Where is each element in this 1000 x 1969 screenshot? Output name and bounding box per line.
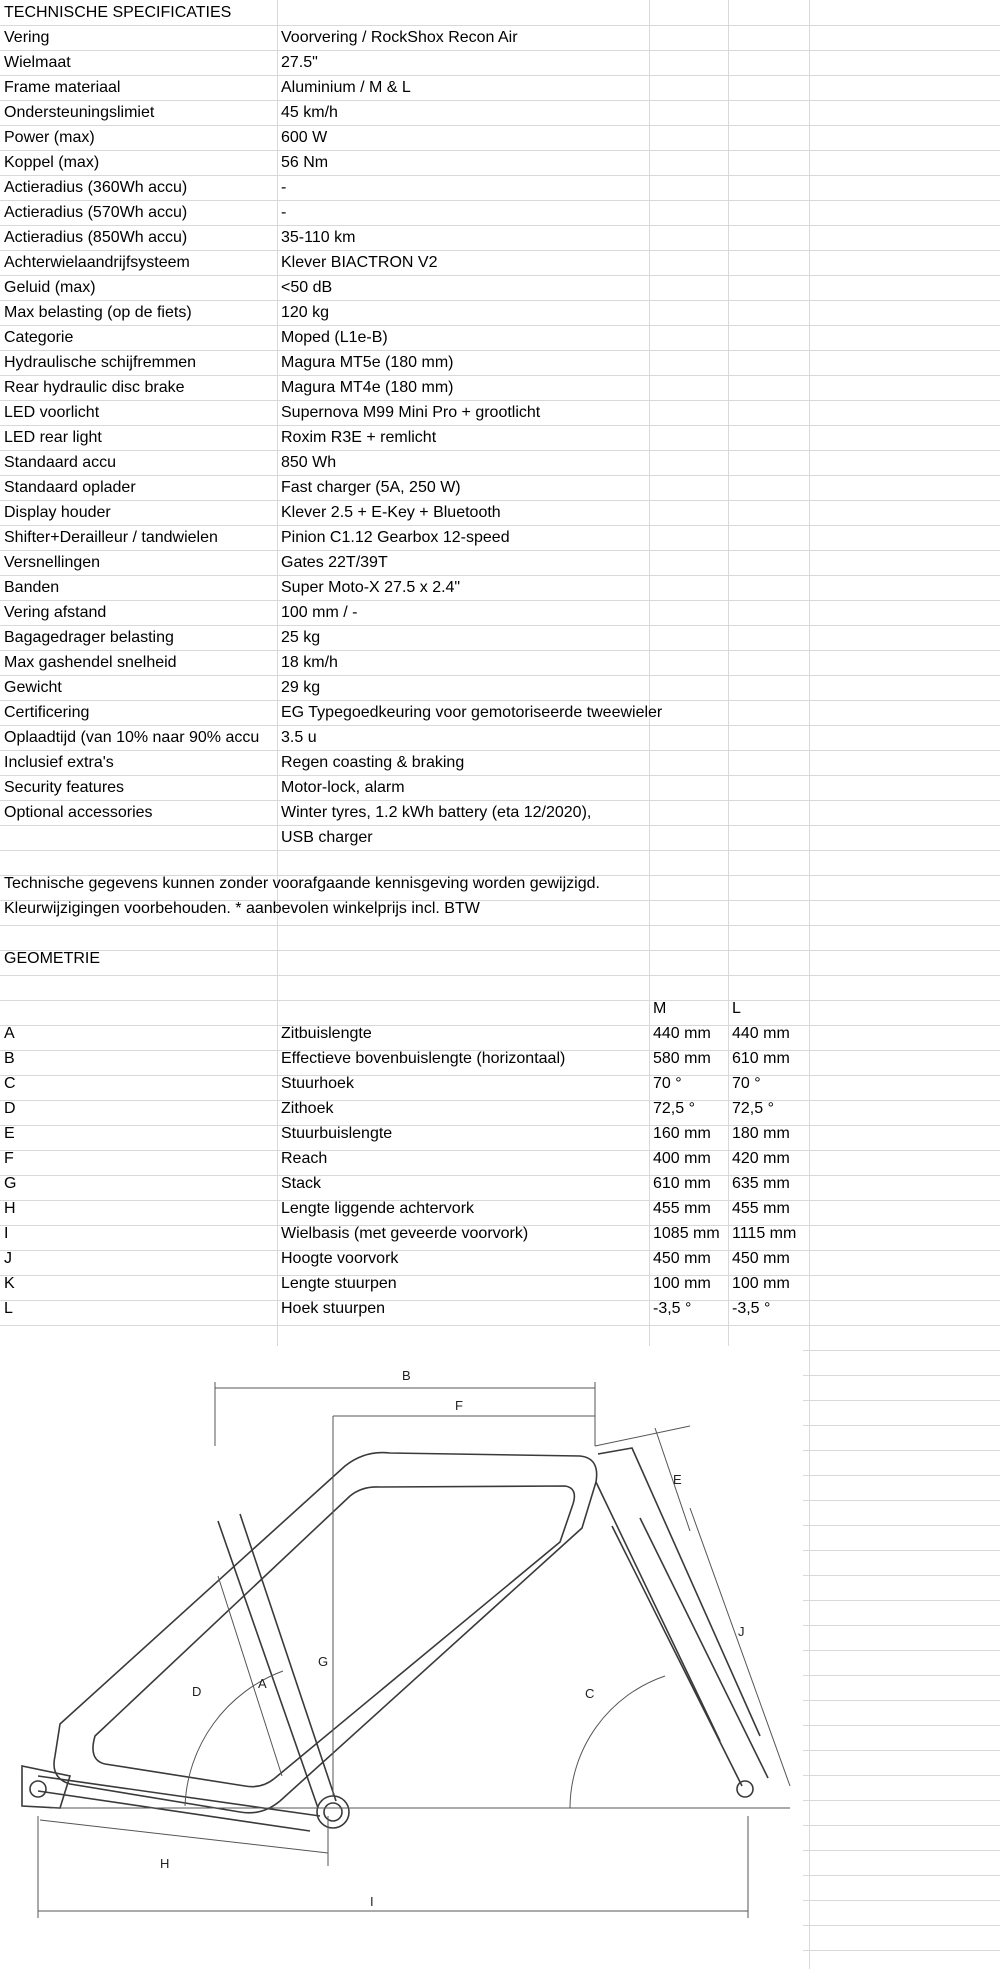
spec-row (0, 150, 1000, 175)
fork-leg-2 (640, 1518, 768, 1778)
geometry-size-m[interactable]: 1085 mm (653, 1225, 720, 1242)
spec-value[interactable]: EG Typegoedkeuring voor gemotoriseerde tweewieler (281, 704, 663, 721)
spec-label[interactable]: Optional accessories (4, 804, 153, 821)
specs-header[interactable]: TECHNISCHE SPECIFICATIES (4, 4, 232, 21)
seat-tube (218, 1521, 318, 1808)
spec-value[interactable]: 56 Nm (281, 154, 329, 171)
spec-value[interactable]: - (281, 179, 287, 196)
spec-value[interactable]: 3.5 u (281, 729, 317, 746)
spec-row (0, 525, 1000, 550)
label-j: J (738, 1624, 745, 1639)
geometry-size-m[interactable]: 72,5 ° (653, 1100, 695, 1117)
label-f: F (455, 1398, 463, 1413)
geometry-row (0, 1021, 1000, 1046)
geometry-label[interactable]: Effectieve bovenbuislengte (horizontaal) (281, 1050, 566, 1067)
spec-value[interactable]: 45 km/h (281, 104, 338, 121)
geometry-code[interactable]: F (4, 1150, 14, 1167)
gridline-horizontal (803, 1875, 1000, 1876)
geometry-row (0, 1146, 1000, 1171)
geometry-size-l[interactable]: 635 mm (732, 1175, 790, 1192)
label-h: H (160, 1856, 170, 1871)
dim-e-tick-top (595, 1426, 690, 1446)
geometry-size-m[interactable]: 70 ° (653, 1075, 682, 1092)
spec-label[interactable]: Frame materiaal (4, 79, 121, 96)
gridline-horizontal (803, 1450, 1000, 1451)
size-l-header[interactable]: L (732, 1000, 741, 1017)
bottom-bracket-inner (324, 1803, 342, 1821)
gridline-horizontal (803, 1625, 1000, 1626)
frame-geometry-drawing (0, 1346, 803, 1969)
spec-label[interactable]: Actieradius (570Wh accu) (4, 204, 188, 221)
geometry-row (0, 1121, 1000, 1146)
spec-row (0, 625, 1000, 650)
geometry-size-l[interactable]: 70 ° (732, 1075, 761, 1092)
chain-stay (38, 1776, 320, 1816)
spec-value[interactable]: Regen coasting & braking (281, 754, 465, 771)
spec-value[interactable]: 27.5" (281, 54, 318, 71)
geometry-size-l[interactable]: 100 mm (732, 1275, 790, 1292)
geometry-code[interactable]: K (4, 1275, 15, 1292)
geometry-label[interactable]: Zithoek (281, 1100, 334, 1117)
gridline-horizontal (803, 1400, 1000, 1401)
gridline-horizontal (803, 1425, 1000, 1426)
note-line-2[interactable]: Kleurwijzigingen voorbehouden. * aanbevolen winkelprijs incl. BTW (4, 900, 480, 917)
dim-j-line (690, 1508, 790, 1786)
geometry-size-l[interactable]: 1115 mm (732, 1225, 797, 1242)
rear-axle (30, 1781, 46, 1797)
spec-label[interactable]: Standaard accu (4, 454, 117, 471)
spec-label[interactable]: Max belasting (op de fiets) (4, 304, 192, 321)
gridline-horizontal (0, 1000, 1000, 1001)
geometry-label[interactable]: Stack (281, 1175, 322, 1192)
label-b: B (402, 1368, 411, 1383)
geometry-size-l[interactable]: 440 mm (732, 1025, 790, 1042)
geometry-label[interactable]: Hoek stuurpen (281, 1300, 386, 1317)
spec-row (0, 575, 1000, 600)
spec-label[interactable]: LED rear light (4, 429, 102, 446)
chain-stay-lower (38, 1791, 310, 1831)
bottom-bracket (317, 1796, 349, 1828)
geometry-code[interactable]: G (4, 1175, 17, 1192)
spec-label[interactable]: LED voorlicht (4, 404, 100, 421)
spec-label[interactable]: Inclusief extra's (4, 754, 114, 771)
geometry-code[interactable]: D (4, 1100, 16, 1117)
spec-value[interactable]: Pinion C1.12 Gearbox 12-speed (281, 529, 510, 546)
spec-value[interactable]: 35-110 km (281, 229, 356, 246)
geometry-label[interactable]: Stuurbuislengte (281, 1125, 393, 1142)
spec-value[interactable]: Winter tyres, 1.2 kWh battery (eta 12/2020), (281, 804, 592, 821)
spec-value[interactable]: Supernova M99 Mini Pro + grootlicht (281, 404, 541, 421)
spec-row (0, 25, 1000, 50)
spec-row (0, 550, 1000, 575)
spec-value[interactable]: Voorvering / RockShox Recon Air (281, 29, 518, 46)
geometry-header[interactable]: GEOMETRIE (4, 950, 101, 967)
gridline-horizontal (0, 975, 1000, 976)
spec-row (0, 600, 1000, 625)
spec-label[interactable]: Display houder (4, 504, 111, 521)
spec-value[interactable]: 100 mm / - (281, 604, 358, 621)
spec-label[interactable]: Banden (4, 579, 60, 596)
geometry-size-m[interactable]: 400 mm (653, 1150, 711, 1167)
spec-row (0, 700, 1000, 725)
geometry-code[interactable]: L (4, 1300, 13, 1317)
gridline-horizontal (803, 1800, 1000, 1801)
geometry-label[interactable]: Lengte liggende achtervork (281, 1200, 475, 1217)
spec-value[interactable]: Moped (L1e-B) (281, 329, 388, 346)
label-g: G (318, 1654, 329, 1669)
spec-row (0, 125, 1000, 150)
spec-value[interactable]: Magura MT4e (180 mm) (281, 379, 454, 396)
geometry-size-m[interactable]: 100 mm (653, 1275, 711, 1292)
geometry-code[interactable]: C (4, 1075, 16, 1092)
label-d: D (192, 1684, 202, 1699)
geometry-row (0, 1296, 1000, 1321)
spec-label[interactable]: Security features (4, 779, 125, 796)
spec-value[interactable]: USB charger (281, 829, 373, 846)
gridline-horizontal (803, 1775, 1000, 1776)
gridline-horizontal (803, 1650, 1000, 1651)
spec-row (0, 400, 1000, 425)
spec-value[interactable]: Fast charger (5A, 250 W) (281, 479, 461, 496)
geometry-row (0, 1246, 1000, 1271)
head-tube (598, 1448, 760, 1736)
gridline-horizontal (803, 1925, 1000, 1926)
fork-leg (612, 1526, 742, 1786)
size-m-header[interactable]: M (653, 1000, 667, 1017)
spec-row (0, 225, 1000, 250)
gridline-horizontal (803, 1725, 1000, 1726)
spec-value[interactable]: 850 Wh (281, 454, 337, 471)
spec-row (0, 725, 1000, 750)
label-a: A (258, 1676, 267, 1691)
spec-label[interactable]: Gewicht (4, 679, 62, 696)
geometry-code[interactable]: E (4, 1125, 15, 1142)
spec-row (0, 375, 1000, 400)
geometry-code[interactable]: H (4, 1200, 16, 1217)
spec-label[interactable]: Shifter+Derailleur / tandwielen (4, 529, 218, 546)
gridline-horizontal (0, 850, 1000, 851)
spec-label[interactable]: Vering (4, 29, 50, 46)
geometry-label[interactable]: Lengte stuurpen (281, 1275, 397, 1292)
gridline-horizontal (803, 1900, 1000, 1901)
label-c: C (585, 1686, 595, 1701)
spec-label[interactable]: Oplaadtijd (van 10% naar 90% accu (4, 729, 260, 746)
spec-label[interactable]: Ondersteuningslimiet (4, 104, 155, 121)
spec-label[interactable]: Bagagedrager belasting (4, 629, 174, 646)
spec-row (0, 450, 1000, 475)
frame-diagram-svg (0, 1346, 803, 1969)
spec-label[interactable]: Certificering (4, 704, 90, 721)
geometry-row (0, 1046, 1000, 1071)
spec-row (0, 425, 1000, 450)
gridline-horizontal (803, 1600, 1000, 1601)
spec-value[interactable]: Aluminium / M & L (281, 79, 411, 96)
spec-label[interactable]: Wielmaat (4, 54, 71, 71)
spec-label[interactable]: Hydraulische schijfremmen (4, 354, 197, 371)
gridline-horizontal (803, 1475, 1000, 1476)
spec-row (0, 500, 1000, 525)
spec-value[interactable]: <50 dB (281, 279, 333, 296)
spec-row (0, 800, 1000, 825)
spec-row (0, 675, 1000, 700)
label-e: E (673, 1472, 682, 1487)
geometry-row (0, 1071, 1000, 1096)
gridline-horizontal (0, 1325, 1000, 1326)
geometry-size-l[interactable]: 450 mm (732, 1250, 790, 1267)
gridline-horizontal (803, 1950, 1000, 1951)
gridline-horizontal (803, 1375, 1000, 1376)
geometry-code[interactable]: I (4, 1225, 9, 1242)
geometry-label[interactable]: Hoogte voorvork (281, 1250, 399, 1267)
spec-label[interactable]: Standaard oplader (4, 479, 136, 496)
note-line-1[interactable]: Technische gegevens kunnen zonder voorafgaande kennisgeving worden gewijzigd. (4, 875, 600, 892)
geometry-size-m[interactable]: 580 mm (653, 1050, 711, 1067)
spec-row (0, 300, 1000, 325)
gridline-horizontal (0, 925, 1000, 926)
spec-label[interactable]: Rear hydraulic disc brake (4, 379, 185, 396)
gridline-horizontal (0, 950, 1000, 951)
spec-row (0, 825, 1000, 850)
spec-value[interactable]: Roxim R3E + remlicht (281, 429, 437, 446)
geometry-size-l[interactable]: -3,5 ° (732, 1300, 771, 1317)
spec-label[interactable]: Geluid (max) (4, 279, 96, 296)
geometry-row (0, 1221, 1000, 1246)
geometry-size-l[interactable]: 420 mm (732, 1150, 790, 1167)
geometry-size-l[interactable]: 72,5 ° (732, 1100, 774, 1117)
spec-value[interactable]: 120 kg (281, 304, 330, 321)
geometry-row (0, 1271, 1000, 1296)
geometry-size-m[interactable]: 610 mm (653, 1175, 711, 1192)
spec-row (0, 50, 1000, 75)
gridline-horizontal (803, 1825, 1000, 1826)
geometry-size-l[interactable]: 610 mm (732, 1050, 790, 1067)
spec-value[interactable]: - (281, 204, 287, 221)
geometry-label[interactable]: Stuurhoek (281, 1075, 354, 1092)
geometry-row (0, 1096, 1000, 1121)
gridline-horizontal (803, 1525, 1000, 1526)
geometry-row (0, 1196, 1000, 1221)
spec-row (0, 175, 1000, 200)
spec-value[interactable]: Gates 22T/39T (281, 554, 388, 571)
front-axle (737, 1781, 753, 1797)
geometry-size-m[interactable]: 440 mm (653, 1025, 711, 1042)
geometry-size-l[interactable]: 455 mm (732, 1200, 790, 1217)
down-tube (54, 1453, 597, 1813)
geometry-code[interactable]: A (4, 1025, 15, 1042)
spec-label[interactable]: Max gashendel snelheid (4, 654, 177, 671)
geometry-row (0, 1171, 1000, 1196)
spec-row (0, 650, 1000, 675)
spec-label[interactable]: Versnellingen (4, 554, 101, 571)
gridline-horizontal (803, 1700, 1000, 1701)
gridline-horizontal (803, 1675, 1000, 1676)
spec-value[interactable]: Super Moto-X 27.5 x 2.4" (281, 579, 461, 596)
geometry-size-m[interactable]: 455 mm (653, 1200, 711, 1217)
spec-label[interactable]: Vering afstand (4, 604, 107, 621)
spec-label[interactable]: Categorie (4, 329, 74, 346)
spec-value[interactable]: Magura MT5e (180 mm) (281, 354, 454, 371)
spec-value[interactable]: 25 kg (281, 629, 321, 646)
spec-label[interactable]: Power (max) (4, 129, 95, 146)
spec-value[interactable]: 18 km/h (281, 654, 338, 671)
spec-row (0, 350, 1000, 375)
gridline-horizontal (803, 1850, 1000, 1851)
geometry-size-m[interactable]: 450 mm (653, 1250, 711, 1267)
geometry-size-m[interactable]: -3,5 ° (653, 1300, 692, 1317)
geometry-label[interactable]: Reach (281, 1150, 328, 1167)
spec-label[interactable]: Koppel (max) (4, 154, 100, 171)
geometry-label[interactable]: Wielbasis (met geveerde voorvork) (281, 1225, 529, 1242)
spec-value[interactable]: 29 kg (281, 679, 321, 696)
spec-value[interactable]: Motor-lock, alarm (281, 779, 405, 796)
spec-row (0, 750, 1000, 775)
spec-value[interactable]: Klever BIACTRON V2 (281, 254, 438, 271)
geometry-label[interactable]: Zitbuislengte (281, 1025, 372, 1042)
down-tube-inner (93, 1486, 574, 1787)
spec-row (0, 475, 1000, 500)
spec-row (0, 75, 1000, 100)
gridline-horizontal (803, 1750, 1000, 1751)
spec-label[interactable]: Actieradius (360Wh accu) (4, 179, 188, 196)
fork-front (596, 1482, 720, 1741)
spec-label[interactable]: Actieradius (850Wh accu) (4, 229, 188, 246)
spec-label[interactable]: Achterwielaandrijfsysteem (4, 254, 190, 271)
spec-row (0, 250, 1000, 275)
label-i: I (370, 1894, 374, 1909)
geometry-code[interactable]: J (4, 1250, 12, 1267)
spec-row (0, 200, 1000, 225)
gridline-horizontal (803, 1550, 1000, 1551)
spec-row (0, 100, 1000, 125)
dim-h-line (40, 1820, 328, 1853)
spec-value[interactable]: 600 W (281, 129, 328, 146)
geometry-code[interactable]: B (4, 1050, 15, 1067)
spec-value[interactable]: Klever 2.5 + E-Key + Bluetooth (281, 504, 501, 521)
spec-row (0, 775, 1000, 800)
gridline-horizontal (803, 1575, 1000, 1576)
spec-row (0, 275, 1000, 300)
geometry-size-m[interactable]: 160 mm (653, 1125, 711, 1142)
gridline-horizontal (803, 1500, 1000, 1501)
geometry-size-l[interactable]: 180 mm (732, 1125, 790, 1142)
spec-row (0, 325, 1000, 350)
